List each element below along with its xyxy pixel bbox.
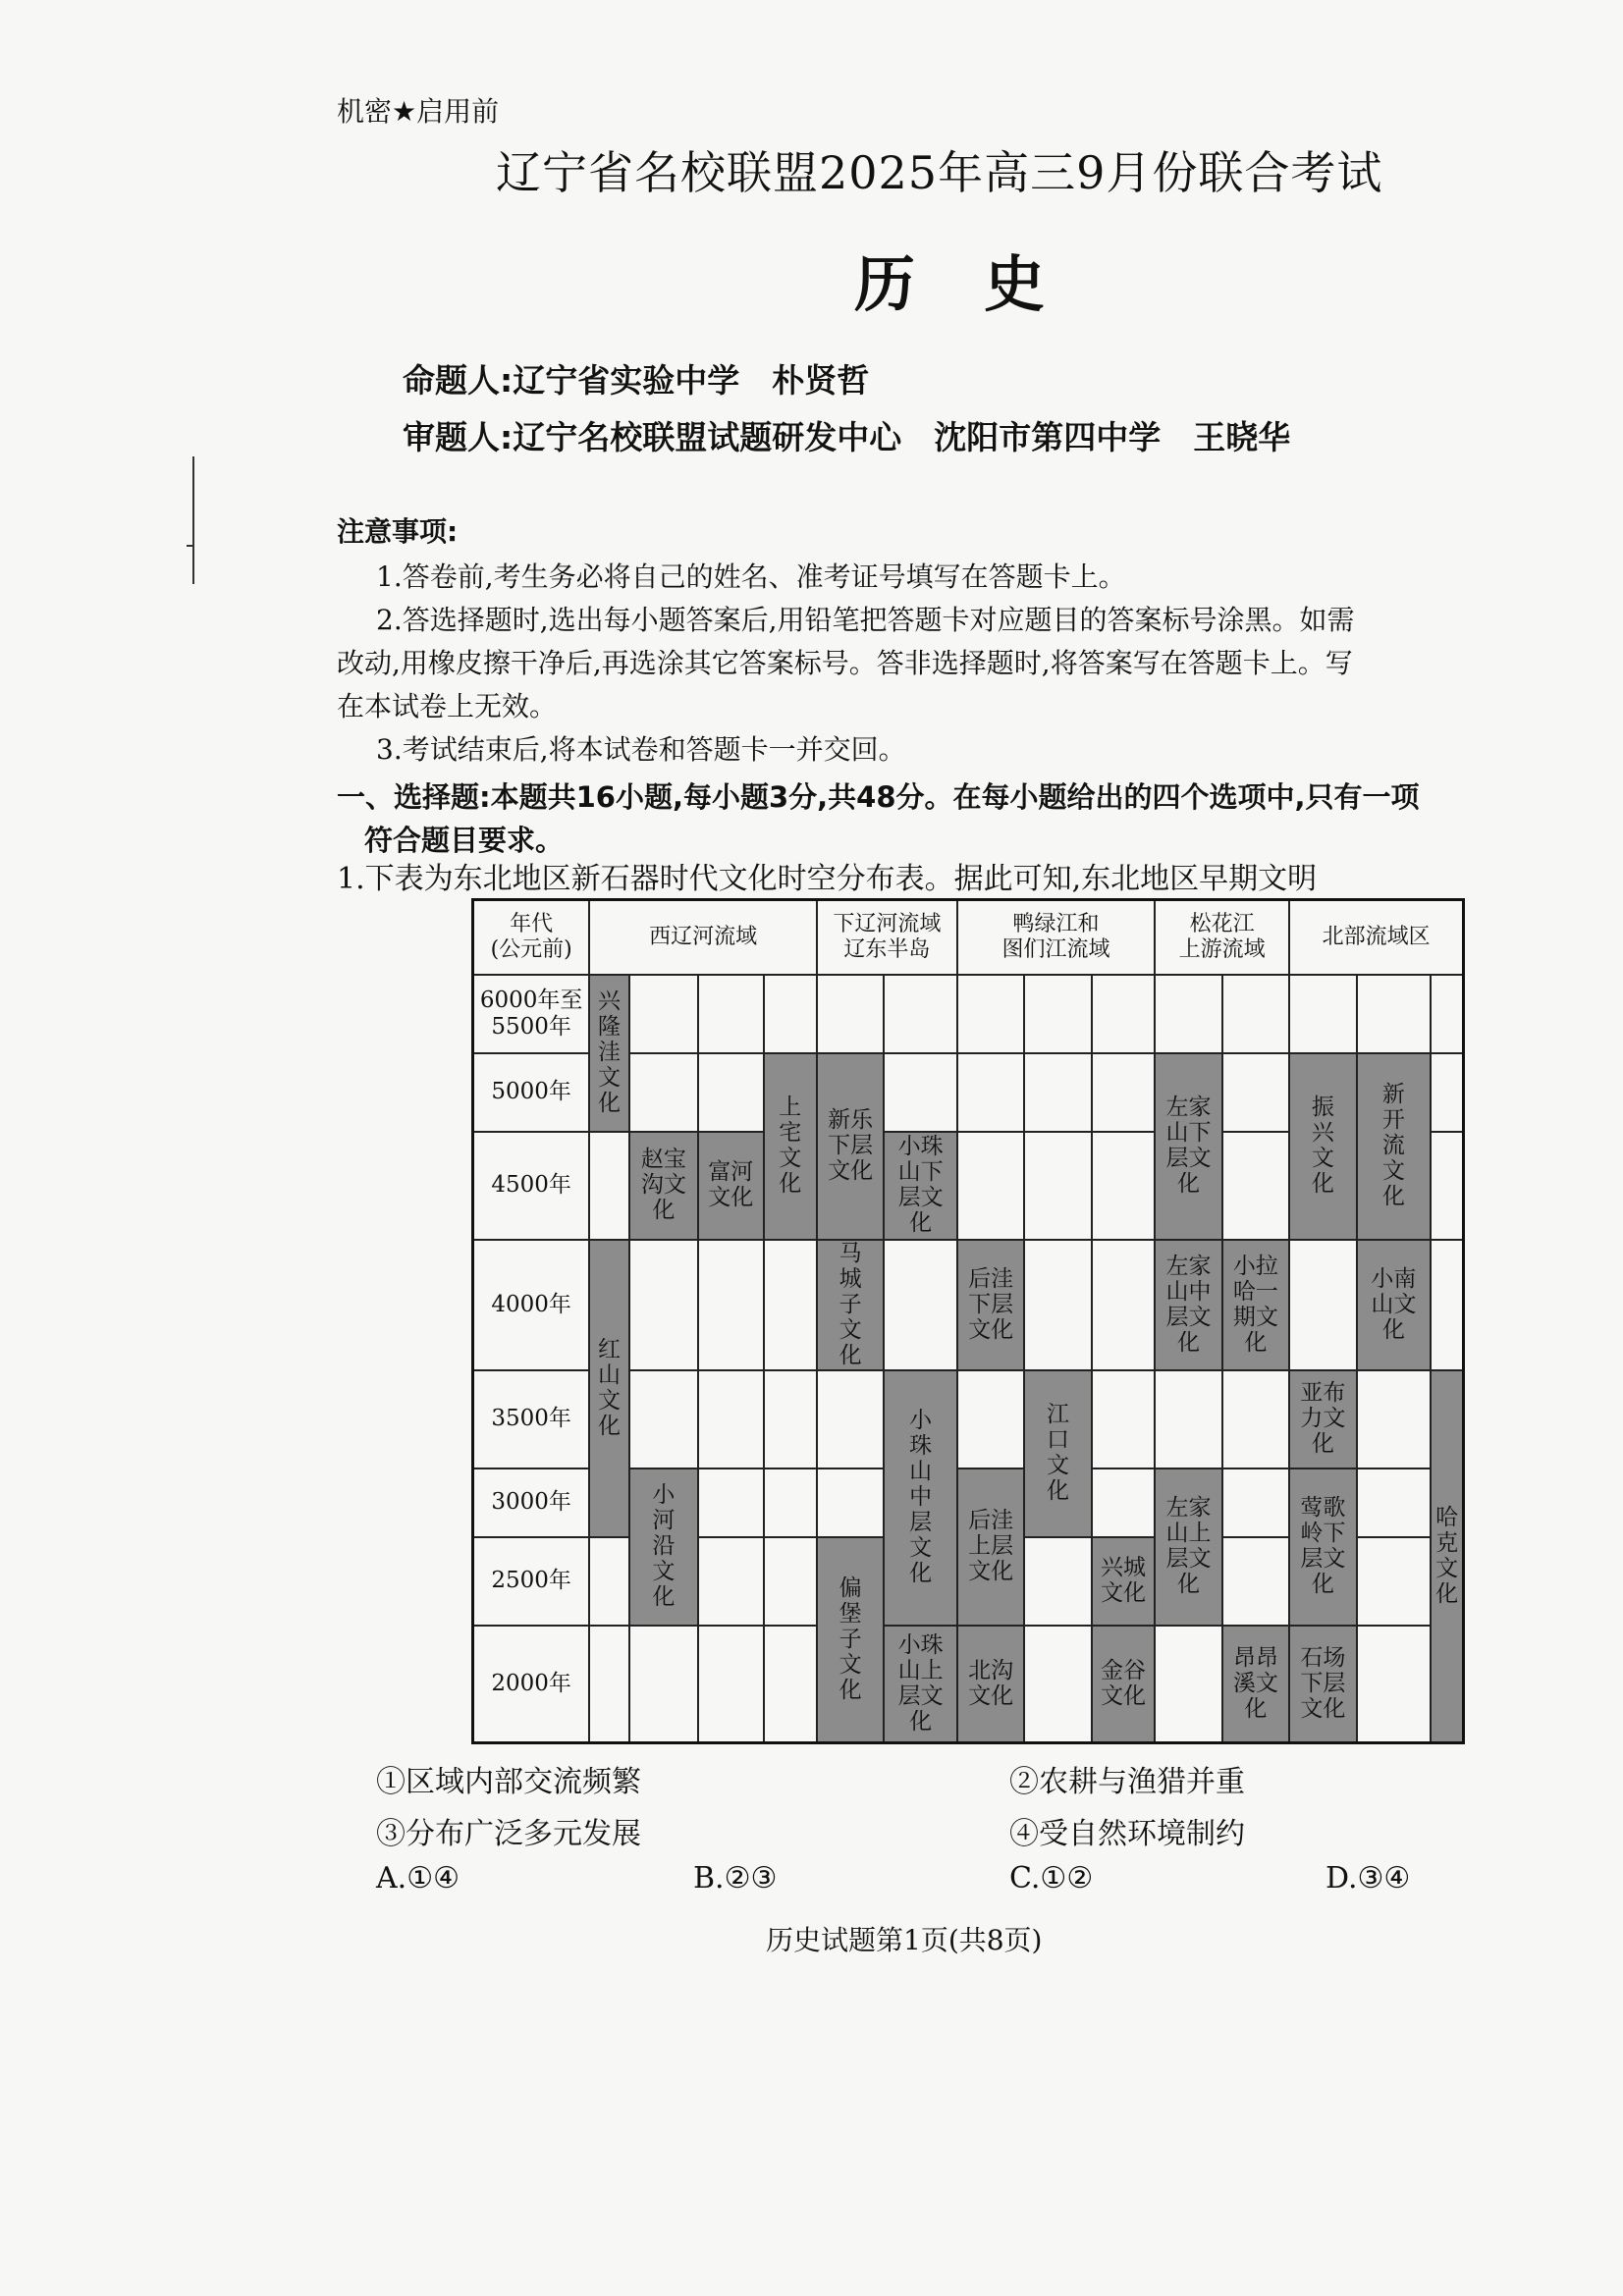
culture-cell: 赵宝沟文化 <box>629 1132 698 1240</box>
culture-cell: 北沟文化 <box>957 1626 1024 1743</box>
note-item: 3.考试结束后,将本试卷和答题卡一并交回。 <box>376 733 906 766</box>
note-item: 改动,用橡皮擦干净后,再选涂其它答案标号。答非选择题时,将答案写在答题卡上。写 <box>337 647 1353 679</box>
culture-cell: 后洼上层文化 <box>957 1468 1024 1626</box>
year-label: 4000年 <box>473 1240 590 1370</box>
culture-cell: 左家山中层文化 <box>1155 1240 1221 1370</box>
year-label: 3500年 <box>473 1370 590 1468</box>
year-label: 6000年至 5500年 <box>473 975 590 1053</box>
culture-cell: 江口文化 <box>1024 1370 1091 1537</box>
culture-cell: 金谷文化 <box>1092 1626 1155 1743</box>
region-header: 西辽河流域 <box>589 900 817 975</box>
region-header: 北部流域区 <box>1289 900 1463 975</box>
culture-cell: 上宅文化 <box>764 1053 817 1240</box>
exam-title: 辽宁省名校联盟2025年高三9月份联合考试 <box>496 146 1383 199</box>
note-item: 在本试卷上无效。 <box>337 690 558 722</box>
year-label: 2500年 <box>473 1537 590 1626</box>
year-label: 4500年 <box>473 1132 590 1240</box>
region-header: 下辽河流域 辽东半岛 <box>817 900 957 975</box>
year-label: 2000年 <box>473 1626 590 1743</box>
culture-cell: 小珠山下层文化 <box>884 1132 957 1240</box>
culture-cell: 小河沿文化 <box>629 1468 698 1626</box>
section-heading <box>337 775 1584 862</box>
option-d[interactable]: D.③④ <box>1325 1861 1411 1896</box>
page-footer: 历史试题第1页(共8页) <box>766 1924 1043 1956</box>
confidential-label: 机密★启用前 <box>337 95 500 128</box>
culture-cell: 小拉哈一期文化 <box>1222 1240 1289 1370</box>
culture-cell: 兴城文化 <box>1092 1537 1155 1626</box>
note-item: 2.答选择题时,选出每小题答案后,用铅笔把答题卡对应题目的答案标号涂黑。如需 <box>376 604 1355 636</box>
section-heading-line2: 符合题目要求。 <box>364 824 565 857</box>
statement-4: ④受自然环境制约 <box>1009 1817 1245 1851</box>
statement-1: ①区域内部交流频繁 <box>376 1765 641 1799</box>
culture-cell: 富河文化 <box>698 1132 763 1240</box>
culture-cell: 马城子文化 <box>817 1240 884 1370</box>
statement-2: ②农耕与渔猎并重 <box>1009 1765 1245 1799</box>
culture-cell: 振兴文化 <box>1289 1053 1356 1240</box>
reviewer-line: 审题人:辽宁名校联盟试题研发中心 沈阳市第四中学 王晓华 <box>403 418 1291 456</box>
region-header: 鸭绿江和 图们江流域 <box>957 900 1155 975</box>
year-header: 年代 (公元前) <box>473 900 590 975</box>
option-b[interactable]: B.②③ <box>693 1861 778 1896</box>
culture-cell: 小南山文化 <box>1357 1240 1432 1370</box>
question-1-stem: 1.下表为东北地区新石器时代文化时空分布表。据此可知,东北地区早期文明 <box>337 862 1318 896</box>
author-line: 命题人:辽宁省实验中学 朴贤哲 <box>403 361 870 400</box>
culture-cell: 左家山下层文化 <box>1155 1053 1221 1240</box>
note-item: 1.答卷前,考生务必将自己的姓名、准考证号填写在答题卡上。 <box>376 561 1126 593</box>
option-a[interactable]: A.①④ <box>376 1861 460 1896</box>
culture-cell: 小珠山上层文化 <box>884 1626 957 1743</box>
culture-cell: 后洼下层文化 <box>957 1240 1024 1370</box>
statement-3: ③分布广泛多元发展 <box>376 1817 641 1851</box>
subject-title: 历史 <box>854 248 1114 320</box>
notes-title: 注意事项: <box>337 515 459 548</box>
year-label: 5000年 <box>473 1053 590 1132</box>
culture-cell: 新开流文化 <box>1357 1053 1432 1240</box>
culture-cell: 石场下层文化 <box>1289 1626 1356 1743</box>
culture-cell: 新乐下层文化 <box>817 1053 884 1240</box>
culture-cell: 左家山上层文化 <box>1155 1468 1221 1626</box>
culture-cell: 莺歌岭下层文化 <box>1289 1468 1356 1626</box>
year-label: 3000年 <box>473 1468 590 1537</box>
culture-cell: 昂昂溪文化 <box>1222 1626 1289 1743</box>
option-c[interactable]: C.①② <box>1009 1861 1094 1896</box>
culture-cell: 亚布力文化 <box>1289 1370 1356 1468</box>
culture-distribution-table <box>471 898 1465 1744</box>
region-header: 松花江 上游流域 <box>1155 900 1289 975</box>
culture-cell: 小珠山中层文化 <box>884 1370 957 1626</box>
culture-cell: 红山文化 <box>589 1240 628 1537</box>
culture-cell: 偏堡子文化 <box>817 1537 884 1743</box>
culture-cell: 兴隆洼文化 <box>589 975 628 1132</box>
section-heading-line1: 一、选择题:本题共16小题,每小题3分,共48分。在每小题给出的四个选项中,只有一项 <box>337 780 1420 814</box>
culture-cell: 哈克文化 <box>1431 1370 1463 1743</box>
